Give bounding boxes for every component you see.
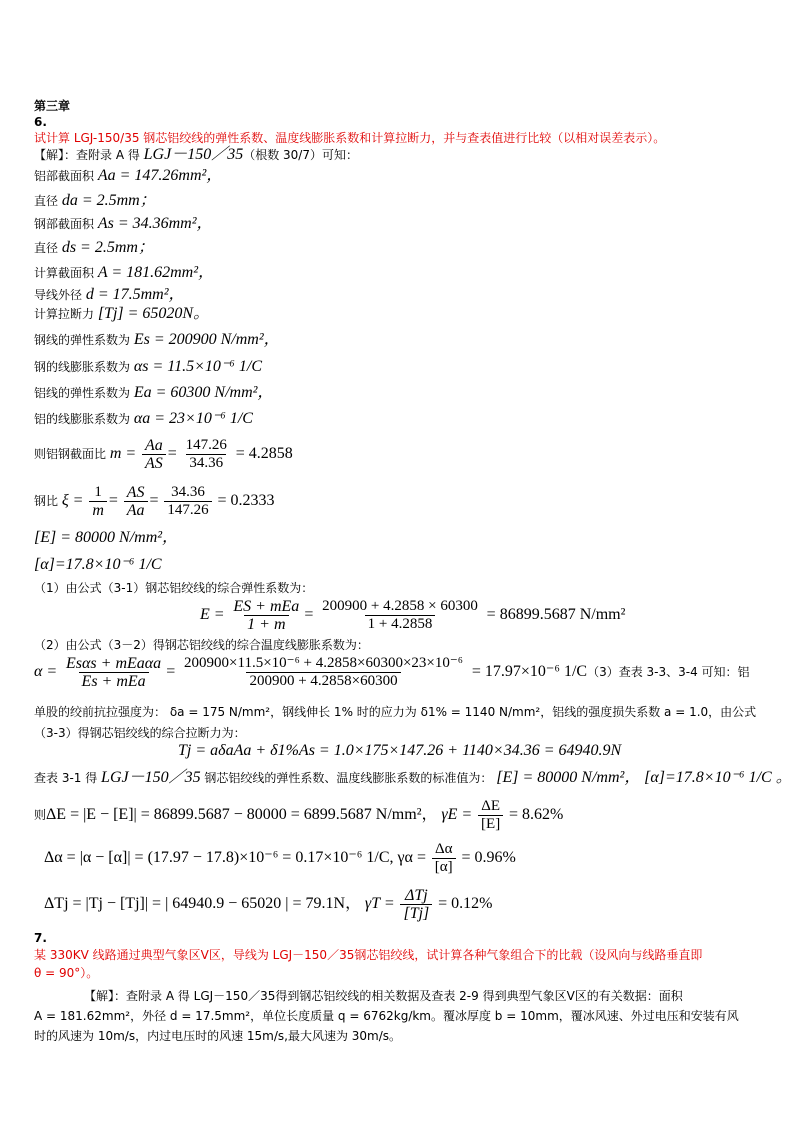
ratio-fraction-numeric — [183, 437, 230, 472]
frac-num: 1 — [94, 484, 102, 500]
solution-intro — [34, 147, 358, 163]
param-formula: αa = 23×10⁻⁶ 1/C — [133, 410, 253, 427]
param-line — [34, 287, 185, 303]
ratio-label: 则铝钢截面比 — [34, 447, 110, 461]
q7-solution-line3: 时的风速为 10m/s，内过电压时的风速 15m/s,最大风速为 30m/s。 — [34, 1029, 402, 1043]
E-standard: [E] = 80000 N/mm²， — [34, 529, 179, 546]
frac-den: Aa — [124, 501, 148, 519]
param-line — [34, 216, 213, 232]
param-label: 导线外径 — [34, 288, 86, 302]
error-T-line — [44, 882, 492, 926]
param-formula: Aa = 147.26mm²， — [97, 167, 223, 184]
param-formula: A = 181.62mm²， — [97, 264, 215, 281]
frac-den: 1 + m — [244, 615, 288, 633]
ratio-line: 则铝钢截面比 m = $\frac{Aa}{AS}$ = $\frac{147.26}{34.36}$ = 4.2858 — [34, 437, 293, 472]
steel-fraction-3 — [164, 484, 211, 519]
steel-fraction-1 — [89, 484, 107, 519]
step1-fraction-symbolic — [230, 598, 302, 633]
step1-result: = 86899.5687 N/mm² — [486, 606, 626, 623]
frac-den: 34.36 — [186, 454, 226, 472]
param-line — [34, 385, 273, 401]
eq-lhs: α = — [34, 663, 58, 680]
step2-fraction-symbolic — [63, 655, 164, 690]
steel-label: 钢比 — [34, 494, 62, 508]
param-label: 直径 — [34, 194, 62, 208]
step2-equation: α = $\frac{\text{Esαs + mEaαa}}{\text{Es + mEa}}$ = $\frac{\text{200900×11.5×10⁻⁶ + 4.2858×60300×23×10⁻⁶}}{200900 + 4.2858\times 60300}$ = 17.97×10⁻⁶ 1/C（3）查表 3-3、3-4 可知：铝 — [34, 655, 750, 690]
param-label: 计算拉断力 — [34, 307, 98, 321]
step3-formula: Tj = aδaAa + δ1%As = 1.0×175×147.26 + 1140×34.36 = 64940.9N — [178, 742, 622, 759]
intro-text-tail: （根数 30/7）可知： — [243, 148, 358, 162]
question-7-text: 某 330KV 线路通过典型气象区Ⅴ区，导线为 LGJ－150／35钢芯铝绞线，试计算各种气象组合下的比载（设风向与线路垂直即 — [34, 948, 703, 962]
frac-num: Esαs + mEaαa — [66, 655, 162, 672]
q7-solution-line2: A = 181.62mm²，外径 d = 17.5mm²，单位长度质量 q = 6762kg/km。覆冰厚度 b = 10mm，覆冰风速、外过电压和安装有风 — [34, 1009, 739, 1023]
gamma-E-fraction — [478, 798, 503, 833]
param-line — [34, 332, 280, 348]
step1-fraction-numeric — [319, 598, 481, 633]
std-E: [E] = 80000 N/mm²， — [496, 769, 641, 786]
alpha-standard: [α]=17.8×10⁻⁶ 1/C — [34, 556, 162, 573]
question-6-number: 6. — [34, 115, 47, 129]
gamma-T-result: = 0.12% — [438, 895, 493, 912]
gamma-alpha-fraction — [432, 841, 456, 876]
question-6-text: 试计算 LGJ-150/35 钢芯铝绞线的弹性系数、温度线膨胀系数和计算拉断力，并与查表值进行比较（以相对误差表示）。 — [34, 131, 666, 145]
frac-num: 147.26 — [185, 437, 227, 453]
param-label: 铝部截面积 — [34, 169, 98, 183]
gamma-T: γT = — [364, 895, 395, 912]
param-label: 钢线的弹性系数为 — [34, 333, 134, 347]
step1-equation: E = $\frac{\text{ES + mEa}}{1 + m}$ = $\frac{200900 + 4.2858 \times 60300}{1 + 4.2858}$ = 86899.5687 N/mm² — [200, 598, 626, 633]
frac-num: 200900×11.5×10⁻⁶ + 4.2858×60300×23×10⁻⁶ — [184, 655, 464, 671]
frac-den: 200900 + 4.2858×60300 — [246, 672, 400, 690]
frac-num: 34.36 — [171, 484, 205, 500]
std-text: 查表 3-1 得 — [34, 771, 102, 785]
std-text-tail: 钢芯铝绞线的弹性系数、温度线膨胀系数的标准值为： — [200, 771, 493, 785]
question-7-number: 7. — [34, 931, 47, 945]
steel-result: = 0.2333 — [217, 492, 275, 509]
frac-den: 147.26 — [164, 501, 211, 519]
chapter-title: 第三章 — [34, 99, 71, 113]
frac-den: 1 + 4.2858 — [365, 615, 436, 633]
steel-fraction-2 — [124, 484, 148, 519]
step2-result: = 17.97×10⁻⁶ 1/C — [471, 663, 588, 680]
param-label: 铝线的弹性系数为 — [34, 386, 134, 400]
frac-den: [E] — [478, 815, 503, 833]
frac-den: m — [89, 501, 107, 519]
param-formula: d = 17.5mm²， — [85, 286, 185, 303]
q7-solution-line1: 【解】：查附录 A 得 LGJ－150／35得到钢芯铝绞线的相关数据及查表 2-9 得到典型气象区Ⅴ区的有关数据：面积 — [84, 989, 683, 1003]
param-label: 钢的线膨胀系数为 — [34, 360, 134, 374]
frac-num: 200900 + 4.2858 × 60300 — [322, 598, 478, 614]
param-formula: da = 2.5mm； — [61, 192, 156, 209]
frac-num: ΔE — [481, 798, 501, 814]
standard-values-line — [34, 770, 792, 786]
frac-den: AS — [142, 454, 166, 472]
step3-text-start: （3）查表 3-3、3-4 可知：铝 — [587, 665, 750, 679]
param-label: 计算截面积 — [34, 266, 98, 280]
intro-text: 【解】：查附录 A 得 — [34, 148, 144, 162]
error-alpha-line — [44, 838, 516, 878]
eq-lhs: E = — [200, 606, 225, 623]
frac-num: ES + mEa — [233, 598, 300, 615]
param-formula: ds = 2.5mm； — [61, 239, 154, 256]
frac-den: Es + mEa — [79, 672, 149, 690]
steel-ratio-line: 钢比 ξ = $\frac{1}{m}$ = $\frac{AS}{Aa}$ = $\frac{34.36}{147.26}$ = 0.2333 — [34, 484, 275, 519]
param-line — [34, 359, 262, 375]
step1-text: （1）由公式（3-1）钢芯铝绞线的综合弹性系数为： — [34, 581, 314, 595]
ratio-fraction-symbolic — [142, 437, 166, 472]
std-alpha: [α]=17.8×10⁻⁶ 1/C 。 — [644, 769, 792, 786]
error-label: 则 — [34, 808, 47, 822]
step2-fraction-numeric — [181, 655, 466, 690]
frac-den: [α] — [432, 858, 456, 876]
std-formula: LGJ－150／35 — [101, 769, 201, 786]
param-label: 铝的线膨胀系数为 — [34, 412, 134, 426]
param-line — [34, 240, 154, 256]
step2-text: （2）由公式（3－2）得钢芯铝绞线的综合温度线膨胀系数为： — [34, 638, 369, 652]
param-formula: Es = 200900 N/mm²， — [133, 331, 280, 348]
param-formula: As = 34.36mm²， — [97, 215, 213, 232]
frac-num: ΔTj — [405, 887, 428, 904]
gamma-alpha-result: = 0.96% — [461, 849, 516, 866]
param-label: 钢部截面积 — [34, 217, 98, 231]
error-alpha: Δα = |α − [α]| = (17.97 − 17.8)×10⁻⁶ = 0.17×10⁻⁶ 1/C, γα = — [44, 849, 426, 866]
step3-line3: （3-3）得钢芯铝绞线的综合拉断力为： — [34, 726, 246, 740]
frac-den: [Tj] — [400, 904, 432, 922]
ratio-symbol: m = — [109, 445, 137, 462]
question-7-text-cont: θ = 90°）。 — [34, 966, 99, 980]
frac-num: Δα — [434, 841, 453, 857]
steel-symbol: ξ = — [61, 492, 84, 509]
intro-formula: LGJ－150／35 — [143, 146, 244, 163]
param-line — [34, 306, 209, 322]
gamma-T-fraction — [400, 887, 432, 922]
ratio-result: = 4.2858 — [235, 445, 293, 462]
frac-num: AS — [126, 484, 145, 501]
error-E: ΔE = |E − [E]| = 86899.5687 − 80000 = 6899.5687 N/mm²， — [46, 806, 438, 823]
error-E-line — [34, 795, 563, 835]
param-formula: αs = 11.5×10⁻⁶ 1/C — [133, 358, 262, 375]
gamma-E: γE = — [441, 806, 473, 823]
gamma-E-result: = 8.62% — [509, 806, 564, 823]
param-line — [34, 168, 222, 184]
param-formula: Ea = 60300 N/mm²， — [133, 384, 274, 401]
frac-num: Aa — [145, 437, 163, 454]
param-label: 直径 — [34, 241, 62, 255]
error-T: ΔTj = |Tj − [Tj]| = | 64940.9 − 65020 | = 79.1N， — [44, 895, 362, 912]
step3-line2: 单股的绞前抗拉强度为： δa = 175 N/mm²，钢线伸长 1% 时的应力为 δ1% = 1140 N/mm²，铝线的强度损失系数 a = 1.0，由公式 — [34, 705, 757, 719]
param-line — [34, 411, 253, 427]
param-formula: [Tj] = 65020N。 — [97, 305, 210, 322]
param-line — [34, 265, 214, 281]
param-line — [34, 193, 156, 209]
